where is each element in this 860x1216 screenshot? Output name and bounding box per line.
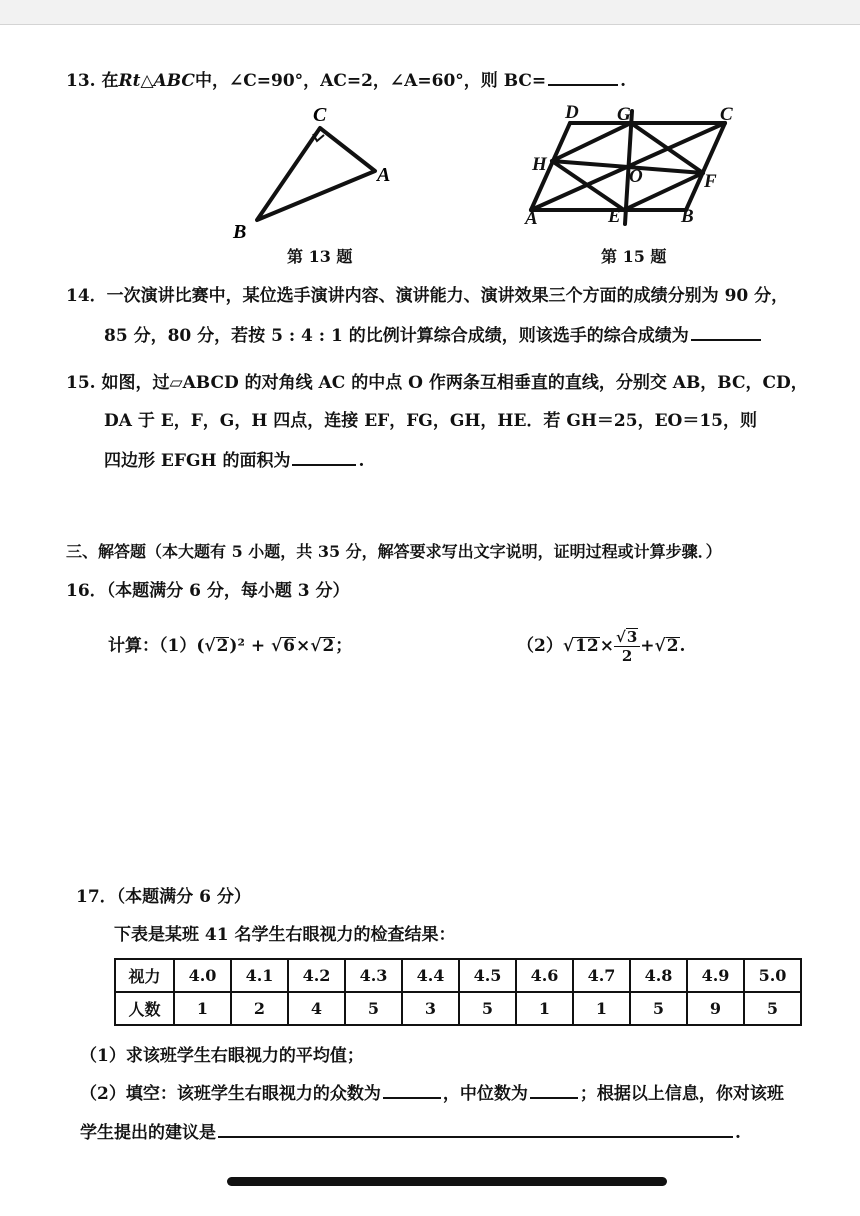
table-cell: 1 [174, 992, 231, 1025]
q17-sub1: （1）求该班学生右眼视力的平均值； [80, 1046, 364, 1066]
q14-line2: 85 分，80 分，若按 5 : 4 : 1 的比例计算综合成绩，则该选手的综合成绩为 [104, 325, 763, 347]
table-row [115, 959, 801, 992]
table-cell: 4.3 [345, 959, 402, 992]
label-c: C [313, 104, 327, 126]
table-row [115, 992, 801, 1025]
table-cell: 4.7 [573, 959, 630, 992]
label-b: B [233, 221, 247, 243]
q16-part1: 计算：（1）(√2)² + √6×√2； [108, 636, 353, 656]
label-e: E [608, 206, 621, 227]
table-cell: 9 [687, 992, 744, 1025]
q17-intro: 下表是某班 41 名学生右眼视力的检查结果： [114, 925, 456, 945]
table-cell: 1 [573, 992, 630, 1025]
mode-answer-blank[interactable] [383, 1095, 441, 1099]
table-cell: 4 [288, 992, 345, 1025]
vision-table [114, 958, 802, 1026]
table-cell: 4.9 [687, 959, 744, 992]
label-a2: A [525, 208, 538, 229]
caption-fig13: 第 13 题 [287, 247, 353, 266]
label-b2: B [681, 206, 694, 227]
home-indicator[interactable] [227, 1177, 667, 1186]
label-c2: C [720, 104, 733, 125]
fraction: $\frac{√3}{2}$ [614, 628, 640, 665]
label-h: H [532, 154, 547, 175]
caption-fig15: 第 15 题 [601, 247, 667, 266]
q14-answer-blank[interactable] [691, 337, 761, 341]
label-a: A [377, 164, 391, 186]
row-label-vision: 视力 [115, 959, 174, 992]
triangle-figure [225, 98, 395, 244]
q14-line1: 14．一次演讲比赛中，某位选手演讲内容、演讲能力、演讲效果三个方面的成绩分别为 90 分， [66, 286, 789, 306]
q15-line2: DA 于 E，F，G，H 四点，连接 EF，FG，GH，HE．若 GH＝25，EO＝15，则 [104, 411, 758, 431]
table-cell: 4.1 [231, 959, 288, 992]
label-d: D [565, 102, 579, 123]
q15-answer-blank[interactable] [292, 462, 356, 466]
table-cell: 4.6 [516, 959, 573, 992]
q15-line1: 15. 如图，过▱ABCD 的对角线 AC 的中点 O 作两条互相垂直的直线，分别交 AB，BC，CD， [66, 373, 808, 393]
parallelogram-figure [515, 98, 745, 233]
table-cell: 4.4 [402, 959, 459, 992]
table-cell: 5.0 [744, 959, 801, 992]
table-cell: 1 [516, 992, 573, 1025]
median-answer-blank[interactable] [530, 1095, 578, 1099]
q15-line3: 四边形 EFGH 的面积为 . [104, 451, 365, 471]
table-cell: 5 [630, 992, 687, 1025]
table-cell: 4.5 [459, 959, 516, 992]
label-g: G [617, 104, 631, 125]
q16-header: 16．（本题满分 6 分，每小题 3 分） [66, 581, 350, 601]
table-cell: 4.0 [174, 959, 231, 992]
table-cell: 5 [345, 992, 402, 1025]
label-f: F [704, 171, 717, 192]
label-o: O [629, 166, 643, 187]
row-label-count: 人数 [115, 992, 174, 1025]
suggestion-answer-blank[interactable] [218, 1134, 733, 1138]
table-cell: 4.2 [288, 959, 345, 992]
table-cell: 5 [459, 992, 516, 1025]
section3-heading: 三、解答题（本大题有 5 小题，共 35 分，解答要求写出文字说明，证明过程或计算步骤．） [66, 542, 722, 561]
table-cell: 4.8 [630, 959, 687, 992]
table-cell: 2 [231, 992, 288, 1025]
top-bar [0, 0, 860, 25]
q13-answer-blank[interactable] [548, 82, 618, 86]
q16-part2: （2）√12× $\frac{√3}{2}$ +√2. [517, 628, 686, 665]
q13-text: 13. 在Rt△ABC中，∠C=90°，AC=2，∠A=60°，则 BC= . [66, 71, 627, 91]
q17-sub2: （2）填空：该班学生右眼视力的众数为 ，中位数为 ；根据以上信息，你对该班 [80, 1084, 784, 1104]
q17-sub3: 学生提出的建议是 . [80, 1123, 741, 1143]
q17-header: 17．（本题满分 6 分） [76, 887, 251, 907]
table-cell: 3 [402, 992, 459, 1025]
table-cell: 5 [744, 992, 801, 1025]
